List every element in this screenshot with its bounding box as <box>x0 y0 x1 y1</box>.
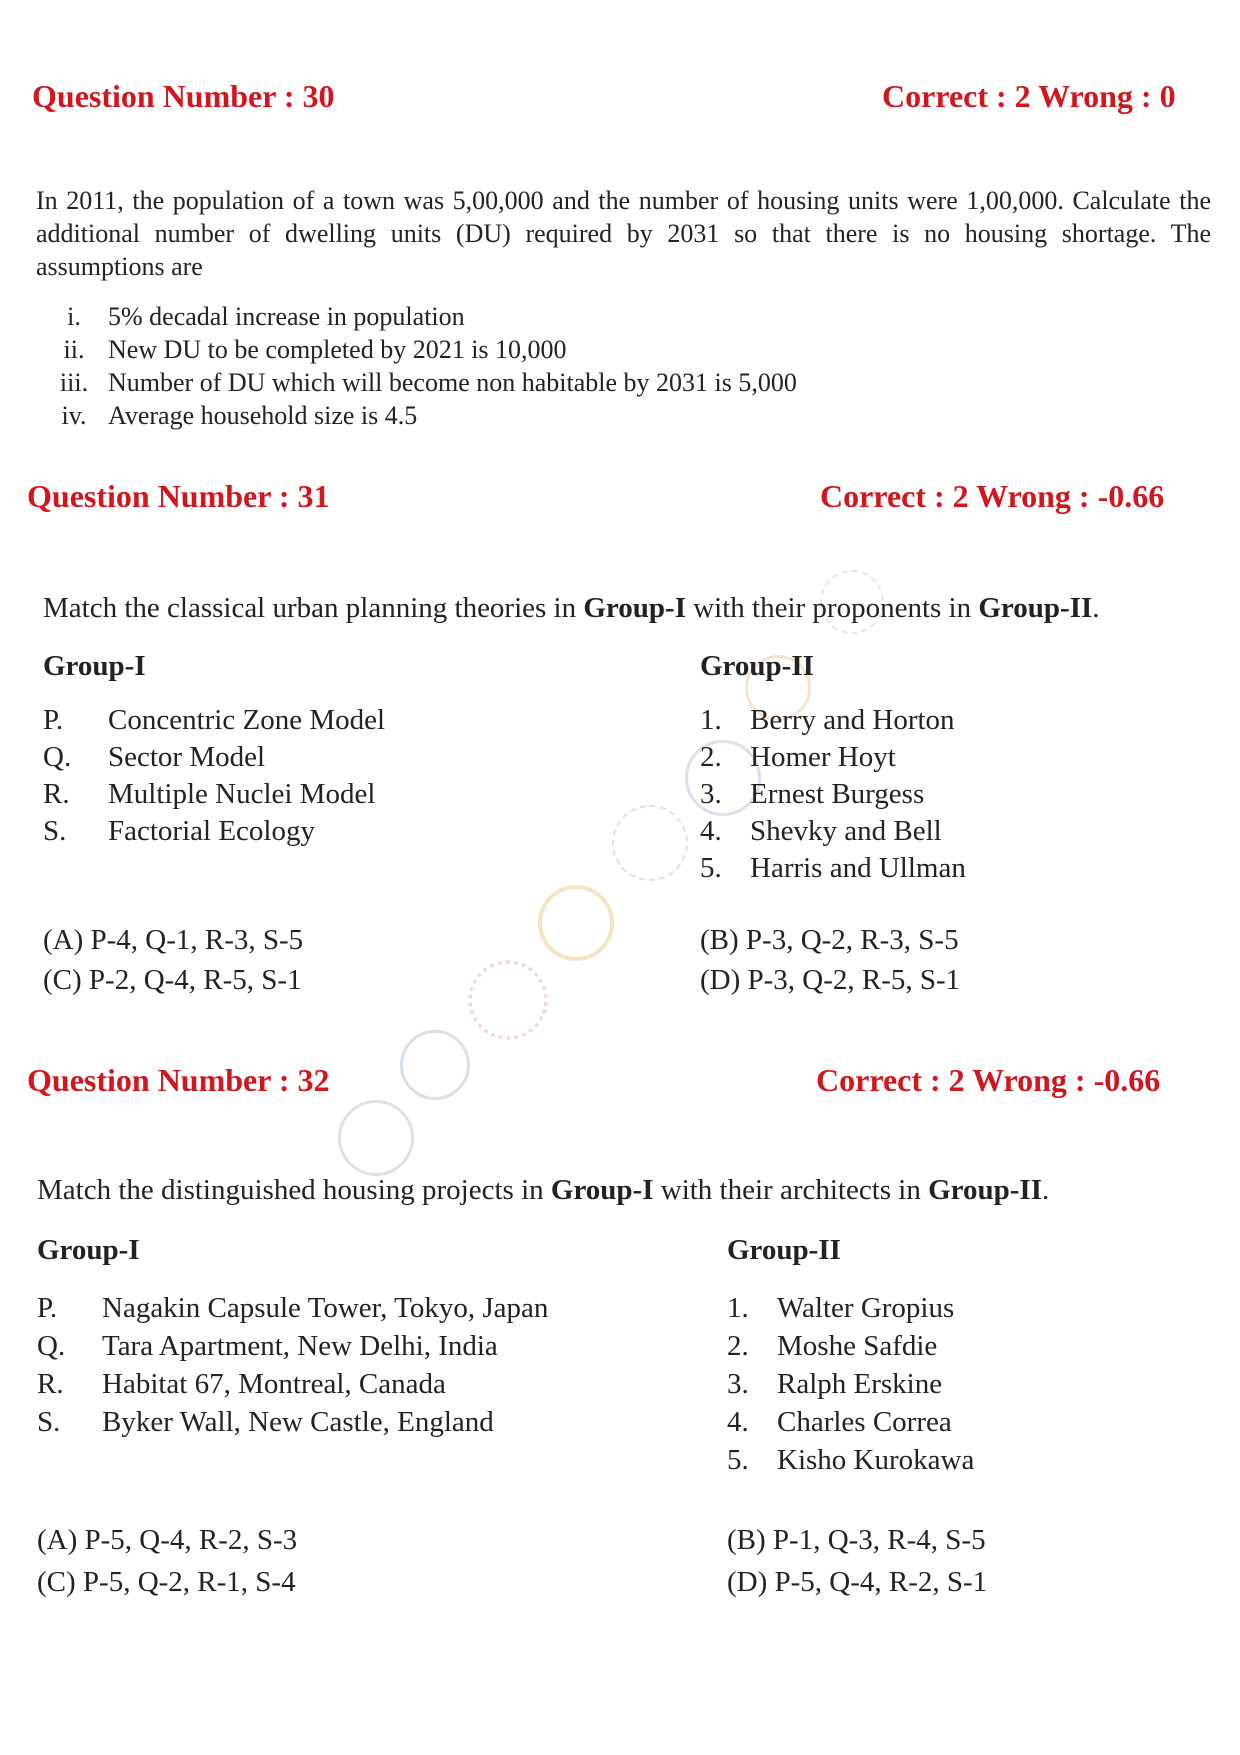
question-30-marks <box>882 78 1176 115</box>
stem-part: . <box>1042 1174 1050 1206</box>
question-32-group-1-title: Group-I <box>37 1234 140 1266</box>
stem-part: with their architects in <box>653 1174 929 1206</box>
item-text: 5% decadal increase in population <box>108 302 465 331</box>
row-key: 1. <box>727 1292 749 1324</box>
question-32-marks-text: Correct : 2 Wrong : -0.66 <box>816 1062 1161 1098</box>
group-2-row <box>700 852 966 885</box>
group-2-row <box>727 1330 937 1363</box>
row-key: Q. <box>43 741 72 773</box>
row-text: Factorial Ecology <box>108 815 315 847</box>
row-key: R. <box>37 1368 64 1400</box>
item-text: Average household size is 4.5 <box>108 401 418 430</box>
stem-part: Match the distinguished housing projects in <box>37 1174 551 1206</box>
group-1-row <box>37 1368 446 1401</box>
group-1-row <box>43 704 385 737</box>
stem-group-1: Group-I <box>583 592 686 624</box>
group-2-row <box>727 1406 952 1439</box>
row-key: P. <box>37 1292 58 1324</box>
group-2-row <box>700 741 896 774</box>
stem-part: Match the classical urban planning theories in <box>43 592 584 624</box>
row-key: 2. <box>727 1330 749 1362</box>
row-text: Ralph Erskine <box>777 1368 943 1400</box>
stem-group-2: Group-II <box>928 1174 1042 1206</box>
row-text: Sector Model <box>108 741 266 773</box>
row-key: 1. <box>700 704 722 736</box>
question-32-marks <box>816 1062 1160 1099</box>
row-text: Concentric Zone Model <box>108 704 386 736</box>
row-text: Charles Correa <box>777 1406 952 1438</box>
question-31-stem <box>43 592 1223 625</box>
stem-group-1: Group-I <box>550 1174 654 1206</box>
row-text: Homer Hoyt <box>750 741 896 773</box>
row-text: Tara Apartment, New Delhi, India <box>102 1330 498 1362</box>
question-32-title: Question Number : 32 <box>27 1062 330 1098</box>
question-31-marks-text: Correct : 2 Wrong : -0.66 <box>820 478 1165 514</box>
row-text: Habitat 67, Montreal, Canada <box>102 1368 446 1400</box>
group-2-row <box>700 815 942 848</box>
question-30-heading <box>32 78 335 115</box>
question-32-option-a: (A) P-5, Q-4, R-2, S-3 <box>37 1524 298 1556</box>
group-1-row <box>43 815 315 848</box>
question-32-stem <box>37 1174 1222 1207</box>
row-key: 2. <box>700 741 722 773</box>
row-key: 3. <box>700 778 722 810</box>
item-text: Number of DU which will become non habitable by 2031 is 5,000 <box>108 368 797 397</box>
question-31-option-b: (B) P-3, Q-2, R-3, S-5 <box>700 924 959 956</box>
question-30-item <box>40 335 567 365</box>
question-31-marks <box>820 478 1164 515</box>
group-2-row <box>700 704 955 737</box>
question-30-marks-text: Correct : 2 Wrong : 0 <box>882 78 1176 114</box>
question-32-group-2-title: Group-II <box>727 1234 841 1266</box>
question-32-option-d: (D) P-5, Q-4, R-2, S-1 <box>727 1566 988 1598</box>
group-1-row <box>37 1292 548 1325</box>
question-31-group-1-title: Group-I <box>43 650 146 682</box>
question-30-item <box>40 368 797 398</box>
question-31-option-a: (A) P-4, Q-1, R-3, S-5 <box>43 924 304 956</box>
watermark-stamp-4 <box>612 805 688 881</box>
question-30-text: In 2011, the population of a town was 5,00,000 and the number of housing units were 1,00,000. Calculate the additional number of dwelling units (DU) required by 2031 so that there is no housing shortage. The assumptions are <box>36 186 1211 281</box>
question-31-title: Question Number : 31 <box>27 478 330 514</box>
row-text: Moshe Safdie <box>777 1330 938 1362</box>
row-key: 5. <box>700 852 722 884</box>
stem-part: . <box>1092 592 1100 624</box>
group-1-row <box>37 1330 498 1363</box>
watermark-stamp-5 <box>538 885 614 961</box>
question-30-item <box>40 401 417 431</box>
item-number: ii. <box>63 335 85 364</box>
item-number: iv. <box>61 401 87 430</box>
question-31-option-d: (D) P-3, Q-2, R-5, S-1 <box>700 964 961 996</box>
group-1-row <box>37 1406 494 1439</box>
question-31-group-2-title: Group-II <box>700 650 814 682</box>
question-32-option-b: (B) P-1, Q-3, R-4, S-5 <box>727 1524 986 1556</box>
group-2-row <box>727 1292 954 1325</box>
group-2-row <box>727 1368 942 1401</box>
row-text: Berry and Horton <box>750 704 955 736</box>
item-text: New DU to be completed by 2021 is 10,000 <box>108 335 567 364</box>
row-text: Shevky and Bell <box>750 815 942 847</box>
watermark-stamp-6 <box>468 960 548 1040</box>
question-30-title: Question Number : 30 <box>32 78 335 114</box>
row-key: 3. <box>727 1368 749 1400</box>
watermark-stamp-8 <box>338 1100 414 1176</box>
group-2-row <box>700 778 924 811</box>
question-30-item <box>40 302 465 332</box>
row-text: Nagakin Capsule Tower, Tokyo, Japan <box>102 1292 549 1324</box>
group-1-row <box>43 741 265 774</box>
question-32-heading <box>27 1062 330 1099</box>
row-text: Ernest Burgess <box>750 778 925 810</box>
row-key: 4. <box>700 815 722 847</box>
group-1-row <box>43 778 375 811</box>
row-text: Walter Gropius <box>777 1292 955 1324</box>
row-key: 5. <box>727 1444 749 1476</box>
stem-group-2: Group-II <box>978 592 1093 624</box>
item-number: iii. <box>59 368 89 397</box>
row-key: 4. <box>727 1406 749 1438</box>
watermark-stamp-7 <box>400 1030 470 1100</box>
row-key: S. <box>37 1406 61 1438</box>
group-2-row <box>727 1444 974 1477</box>
item-number: i. <box>67 302 81 331</box>
row-text: Multiple Nuclei Model <box>108 778 376 810</box>
row-key: P. <box>43 704 64 736</box>
row-text: Harris and Ullman <box>750 852 966 884</box>
row-text: Kisho Kurokawa <box>777 1444 975 1476</box>
row-key: S. <box>43 815 67 847</box>
question-32-option-c: (C) P-5, Q-2, R-1, S-4 <box>37 1566 296 1598</box>
row-key: Q. <box>37 1330 66 1362</box>
row-key: R. <box>43 778 70 810</box>
question-31-option-c: (C) P-2, Q-4, R-5, S-1 <box>43 964 302 996</box>
row-text: Byker Wall, New Castle, England <box>102 1406 494 1438</box>
stem-part: with their proponents in <box>685 592 979 624</box>
question-31-heading <box>27 478 330 515</box>
